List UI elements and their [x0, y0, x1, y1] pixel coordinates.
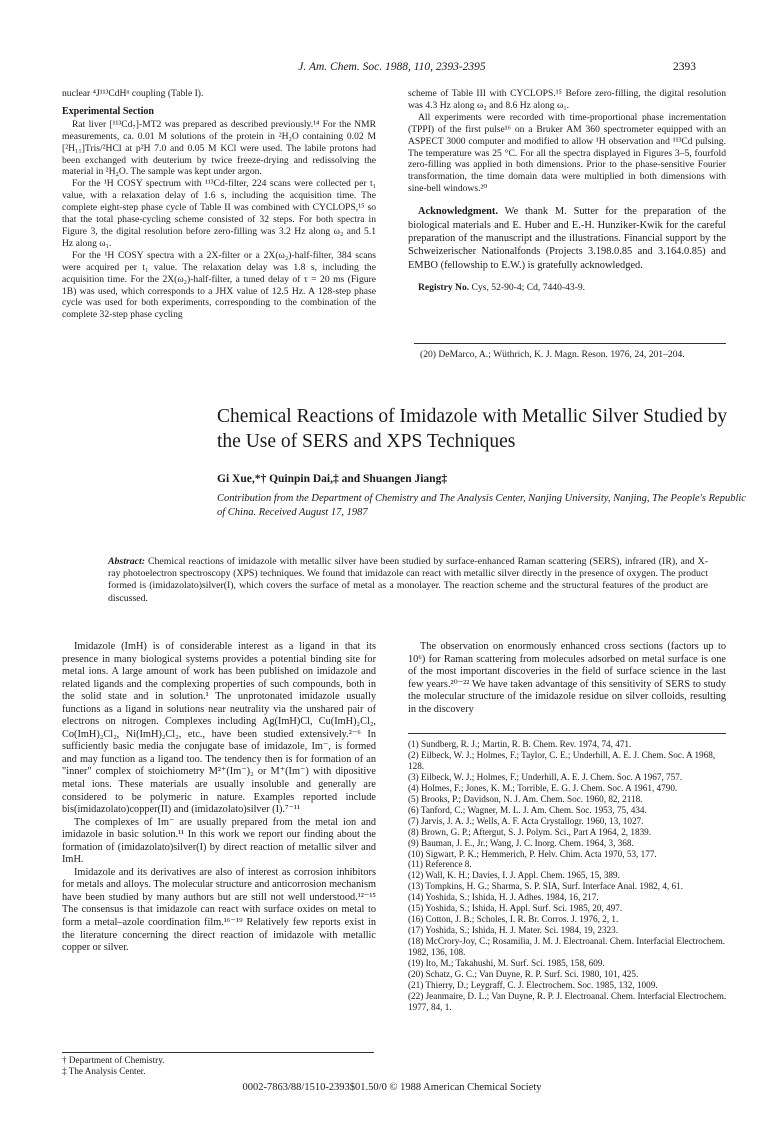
reference-item: (22) Jeanmaire, D. L.; Van Duyne, R. P. J. Electroanal. Chem. Interfacial Electrochem. 1977, 84, 1. — [408, 990, 727, 1012]
reference-item: (17) Yoshida, S.; Ishida, H. J. Mater. Sci. 1984, 19, 2323. — [408, 925, 619, 936]
registry-text: Cys, 52-90-4; Cd, 7440-43-9. — [469, 282, 586, 294]
reference-item: (11) Reference 8. — [408, 859, 472, 870]
page-number: 2393 — [673, 61, 696, 73]
acknowledgment — [408, 205, 726, 272]
reference-item: (9) Bauman, J. E., Jr.; Wang, J. C. Inorg. Chem. 1964, 3, 368. — [408, 837, 634, 848]
running-header: J. Am. Chem. Soc. 1988, 110, 2393-2395 — [298, 61, 486, 73]
reference-item: (6) Tanford, C.; Wagner, M. L. J. Am. Chem. Soc. 1953, 75, 434. — [408, 804, 647, 815]
body-paragraph: Imidazole (ImH) is of considerable interest as a ligand in that its presence in many biological systems provides a potential binding site for metal ions. A large amount of work has been published on imidazole and related ligands and the complexing properties of such compounds, both in the solid state and in solution.¹ The unprotonated imidazole usually functions as a ligand in solutions near neutrality via the unshared pair of electrons on nitrogen. Complexes including Ag(ImH)Cl, Cu(ImH)₂Cl₂, Co(ImH)₂Cl₂, Ni(ImH)₂Cl₂, etc., have been studied extensively.²⁻⁶ In sufficiently basic media the conjugate base of imidazole, Im⁻, is formed and may function as a ligand too. The tendency then is for formation of an "inner" complex of stoichiometry M²⁺(Im⁻)₂ or M⁺(Im⁻) with dipositive metal ions. These materials are usually insoluble and generally are considered to be polymeric in nature. Examples reported include bis(imidazolato)copper(II) and (imidazolato)silver (I).⁷⁻¹¹ — [62, 641, 376, 816]
reference-item: (8) Brown, G. P.; Aftergut, S. J. Polym. Sci., Part A 1964, 2, 1839. — [408, 826, 652, 837]
author-footnotes — [62, 1055, 362, 1077]
reference-item: (10) Sigwart, P. K.; Hemmerich, P. Helv. Chim. Acta 1970, 53, 177. — [408, 848, 657, 859]
footnote-divider — [62, 1052, 374, 1053]
registry-line — [408, 282, 726, 294]
acknowledgment-text: We thank M. Sutter for the preparation of the biological materials and E. Huber and E.-H. Hunziker-Kwik for the careful preparation of the manuscript and the illustrations. Financial support by the Schweizerischer Nationalfonds (Projects 3.198.0.85 and 3.164.0.85) and EMBO (fellowship to E.W.) is gratefully acknowledged. — [408, 206, 726, 271]
reference-item: (20) Schatz, G. C.; Van Duyne, R. P. Surf. Sci. 1980, 101, 425. — [408, 969, 639, 980]
abstract-text: Chemical reactions of imidazole with metallic silver have been studied by surface-enhanced Raman scattering (SERS), infrared (IR), and X-ray photoelectron spectroscopy (XPS) techniques. We found that imidazole can react with metallic silver directly in the presence of oxygen. The product formed is (imidazolato)silver(I), which covers the surface of metal as a monolayer. The reaction scheme and the structural features of the product are discussed. — [108, 556, 708, 604]
article-affiliation: Contribution from the Department of Chemistry and The Analysis Center, Nanjing University, Nanjing, The People's Republic of China. Received August 17, 1987 — [217, 493, 746, 518]
reference-item: (14) Yoshida, S.; Ishida, H. J. Adhes. 1984, 16, 217. — [408, 892, 599, 903]
footnote-divider — [414, 343, 726, 344]
section-title: Experimental Section — [62, 105, 154, 117]
body-left-column — [62, 641, 376, 955]
footnote: ‡ The Analysis Center. — [62, 1066, 146, 1076]
continued-paragraph: scheme of Table III with CYCLOPS.¹⁵ Before zero-filling, the digital resolution was 4.3 Hz along ω₂ and 8.6 Hz along ω₁. — [408, 88, 726, 111]
experimental-paragraph: For the ¹H COSY spectra with a 2X-filter or a 2X(ω₂)-half-filter, 384 scans were acquired per t₁ value. The relaxation delay was 1.8 s, including the acquisition time. For the 2X(ω₂)-half-filter, a tuned delay of τ = 20 ms (Figure 1B) was used, which corresponds to a JHX value of 12.5 Hz. A 128-step phase cycle was used for both experiments, corresponding to the combination of the complete 32-step phase cycling — [62, 249, 376, 321]
registry-label: Registry No. — [418, 282, 470, 294]
reference-item: (18) McCrory-Joy, C.; Rosamilia, J. M. J. Electroanal. Chem. Interfacial Electrochem. 1982, 136, 108. — [408, 936, 726, 958]
body-paragraph: Imidazole and its derivatives are also of interest as corrosion inhibitors for metals and alloys. The molecular structure and anticorrosion mechanism have been studied by many authors but are still not well understood.¹²⁻¹⁵ The consensus is that imidazole can react with surface oxides on metal to form a metal–azole coordination film.¹⁶⁻¹⁹ Relatively few reports exist in the literature concerning the direct reaction of imidazole with metallic copper or silver. — [62, 866, 376, 954]
page-footer: 0002-7863/88/1510-2393$01.50/0 © 1988 American Chemical Society — [242, 1082, 542, 1093]
body-paragraph: The observation on enormously enhanced cross sections (factors up to 10⁶) for Raman scattering from molecules adsorbed on metal surface is one of the most important discoveries in the field of surface science in the last few years.²⁰⁻²² We have taken advantage of this sensitivity of SERS to study the molecular structure of the imidazole residue on silver colloids, resulting in the discovery — [408, 641, 726, 715]
reference-item: (5) Brooks, P.; Davidson, N. J. Am. Chem. Soc. 1960, 82, 2118. — [408, 793, 643, 804]
reference-item: (16) Cotton, J. B.; Scholes, I. R. Br. Corros. J. 1976, 2, 1. — [408, 914, 619, 925]
reference-item: (2) Eilbeck, W. J.; Holmes, F.; Taylor, C. E.; Underhill, A. E. J. Chem. Soc. A 1968, 128. — [408, 749, 716, 771]
footnote: † Department of Chemistry. — [62, 1055, 165, 1065]
experimental-paragraph: For the ¹H COSY spectrum with ¹¹³Cd-filter, 224 scans were collected per t₁ value, with a relaxation delay of 1.6 s, including the acquisition time. The complete eight-step phase cycle of Table II was combined with CYCLOPS,¹⁵ so that the total phase-cycling scheme consisted of 32 steps. For both spectra in Figure 3, the digital resolution before zero-filling was 3.2 Hz along ω₂ and 5.1 Hz along ω₁. — [62, 178, 376, 249]
body-right-column — [408, 641, 726, 716]
reference-item: (15) Yoshida, S.; Ishida, H. Appl. Surf. Sci. 1985, 20, 497. — [408, 903, 623, 914]
experimental-paragraph: All experiments were recorded with time-proportional phase incrementation (TPPI) of the first pulse¹⁶ on a Bruker AM 360 spectrometer equipped with an ASPECT 3000 computer and modified to allow ¹H observation and ¹¹³Cd pulsing. The temperature was 25 °C. For all the spectra displayed in Figures 3–5, fourfold zero-filling was applied in both dimensions. Prior to the phase-sensitive Fourier transformation, the time domain data were multiplied in both dimensions with sine-bell windows.²⁰ — [408, 111, 726, 195]
lead-line: nuclear ⁴J¹¹³CdHᵅ coupling (Table I). — [62, 88, 204, 99]
reference-item: (4) Holmes, F.; Jones, K. M.; Torrible, E. G. J. Chem. Soc. A 1961, 4790. — [408, 782, 678, 793]
body-paragraph: The complexes of Im⁻ are usually prepared from the metal ion and imidazole in basic solution.¹¹ In this work we report our finding about the formation of (imidazolato)silver(I) by direct reaction of metallic silver and ImH. — [62, 816, 376, 866]
prev-article-footnote: (20) DeMarco, A.; Wüthrich, K. J. Magn. Reson. 1976, 24, 201–204. — [420, 349, 685, 360]
references-divider — [408, 733, 726, 734]
abstract — [108, 556, 708, 605]
references-list — [408, 739, 728, 1013]
reference-item: (21) Thierry, D.; Leygraff, C. J. Electrochem. Soc. 1985, 132, 1009. — [408, 979, 658, 990]
abstract-label: Abstract: — [108, 556, 146, 567]
reference-item: (12) Wall, K. H.; Davies, I. J. Appl. Chem. 1965, 15, 389. — [408, 870, 620, 881]
experimental-paragraph: Rat liver [¹¹³Cd₇]-MT2 was prepared as described previously.¹⁴ For the NMR measurements, ca. 0.01 M solutions of the protein in ²H₂O containing 0.02 M [²H₁₁]Tris/²HCl at p²H 7.0 and 0.05 M KCl were used. The labile protons had been exchanged with deuterium by twice freeze-drying and redissolving the material in ²H₂O. The sample was kept under argon. — [62, 118, 376, 178]
reference-item: (3) Eilbeck, W. J.; Holmes, F.; Underhill, A. E. J. Chem. Soc. A 1967, 757. — [408, 771, 683, 782]
acknowledgment-title: Acknowledgment. — [418, 206, 498, 218]
reference-item: (19) Ito, M.; Takahushi, M. Surf. Sci. 1985, 158, 609. — [408, 958, 605, 969]
reference-item: (7) Jarvis, J. A. J.; Wells, A. F. Acta Crystallogr. 1960, 13, 1027. — [408, 815, 644, 826]
prev-article-right-column — [408, 88, 726, 294]
reference-item: (1) Sundberg, R. J.; Martin, R. B. Chem. Rev. 1974, 74, 471. — [408, 739, 632, 749]
article-title: Chemical Reactions of Imidazole with Metallic Silver Studied by the Use of SERS and XPS Techniques — [217, 406, 728, 452]
article-authors: Gi Xue,*† Quinpin Dai,‡ and Shuangen Jiang‡ — [217, 473, 448, 485]
prev-article-left-column — [62, 88, 376, 321]
reference-item: (13) Tompkins, H. G.; Sharma, S. P. SIA, Surf. Interface Anal. 1982, 4, 61. — [408, 881, 684, 892]
